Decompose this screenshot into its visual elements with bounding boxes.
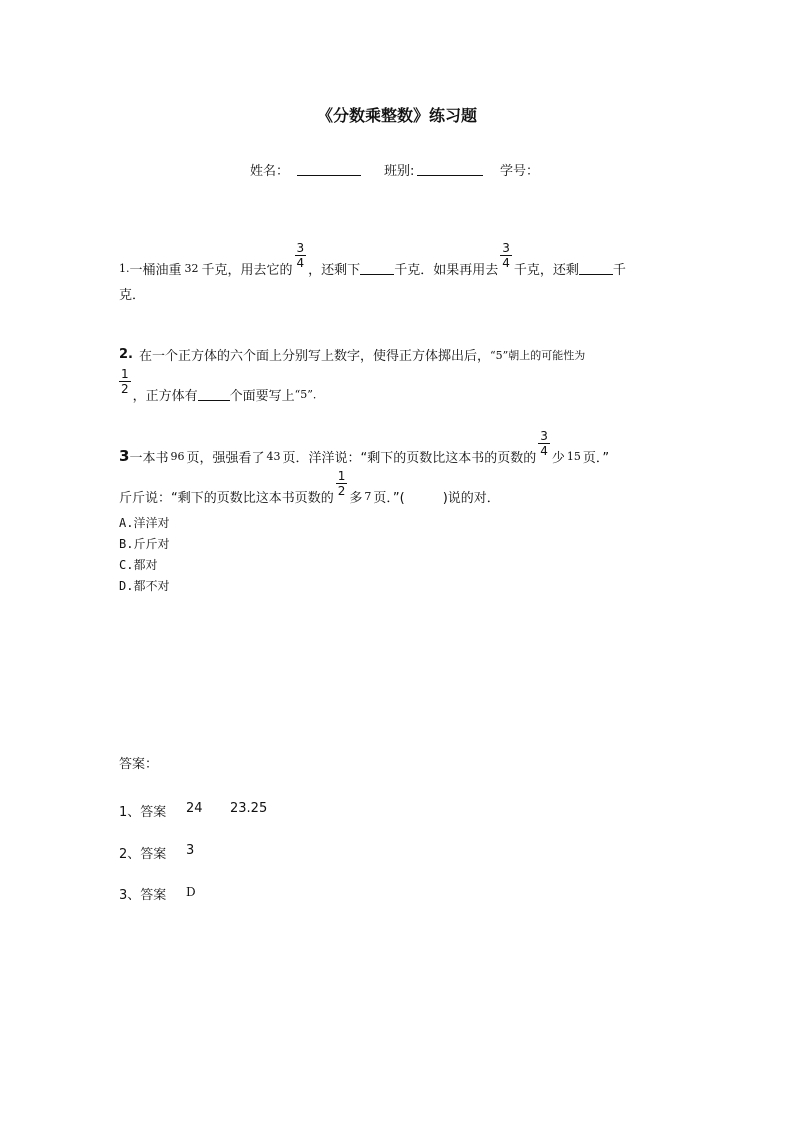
- question-1-line-2: 克．: [119, 288, 146, 303]
- answer-blank[interactable]: [579, 262, 613, 275]
- fraction-three-quarters: $\frac{3}{4}$: [502, 240, 510, 270]
- answer-1-value-2: 23.25: [230, 801, 268, 816]
- answer-blank[interactable]: [198, 388, 230, 401]
- question-2-line-1: 2. 在一个正方体的六个面上分别写上数字，使得正方体掷出后， “5”朝上的可能性为: [119, 347, 586, 364]
- question-2-number: 2.: [119, 347, 133, 362]
- name-label: 姓名：: [250, 164, 290, 179]
- option-a[interactable]: A.洋洋对: [119, 516, 170, 530]
- question-3-number: 3: [119, 447, 130, 465]
- fraction-three-quarters: $\frac{3}{4}$: [296, 240, 305, 270]
- class-label: 班别:: [384, 164, 415, 179]
- student-id-label: 学号：: [500, 164, 540, 179]
- question-3-line-2: 斤斤说：“剩下的页数比这本书页数的 $\frac{1}{2}$ 多 7 页．”( )说的对．: [119, 468, 500, 506]
- answer-2-label: 2、答案: [119, 847, 167, 862]
- fraction-three-quarters: $\frac{3}{4}$: [540, 428, 548, 458]
- page-title: 《分数乘整数》练习题: [316, 106, 477, 125]
- class-blank[interactable]: [417, 161, 483, 176]
- answer-3-label: 3、答案: [119, 888, 167, 903]
- answers-heading: 答案：: [119, 757, 159, 772]
- question-2-line-2: $\frac{1}{2}$ ，正方体有 个面要写上 “5”．: [121, 366, 324, 404]
- option-d[interactable]: D.都不对: [119, 579, 170, 593]
- fraction-one-half: $\frac{1}{2}$: [121, 366, 129, 396]
- answer-3-value: D: [186, 885, 196, 899]
- name-blank[interactable]: [297, 161, 361, 176]
- answer-1-value-1: 24: [186, 801, 203, 816]
- question-1-number: 1.: [119, 261, 130, 275]
- answer-blank[interactable]: [360, 262, 394, 275]
- question-3-line-1: 3 一本书 96 页，强强看了 43 页．洋洋说：“剩下的页数比这本书的页数的 $\frac{3}{4}$ 少 15 页．”: [119, 428, 610, 466]
- fraction-one-half: $\frac{1}{2}$: [337, 468, 346, 498]
- answer-2-value: 3: [186, 843, 195, 858]
- option-c[interactable]: C.都对: [119, 558, 158, 572]
- question-1-line-1: 1. 一桶油重 32 千克，用去它的 $\frac{3}{4}$ ，还剩下 千克．如果再用去 $\frac{3}{4}$ 千克，还剩 千: [119, 240, 626, 278]
- option-b[interactable]: B.斤斤对: [119, 537, 170, 551]
- answer-1-label: 1、答案: [119, 805, 167, 820]
